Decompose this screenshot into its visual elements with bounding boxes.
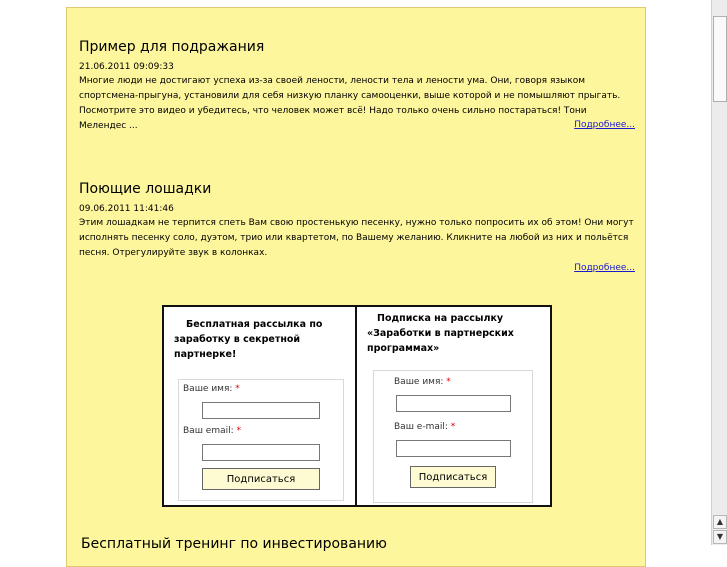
email-label: Ваш e-mail: * [394,422,456,432]
post-item [79,38,635,134]
subscription-forms [162,305,552,507]
subscribe-button[interactable]: Подписаться [202,468,320,490]
content-panel [66,7,646,567]
name-label: Ваше имя: * [394,377,451,387]
post-text: Этим лошадкам не терпится спеть Вам свою простенькую песенку, нужно только попросить их об этом! Они могут исполнять песенку соло, дуэтом, трио или квартетом, по Вашему желанию. Кликните на любой из них и польётся песня. Отрегулируйте звук в колонках. [79,218,634,258]
scrollbar-thumb[interactable] [713,16,727,102]
read-more-link[interactable]: Подробнее... [574,120,635,130]
subscribe-button[interactable]: Подписаться [410,466,496,488]
email-input[interactable] [202,444,320,461]
vertical-scrollbar[interactable] [711,0,727,545]
read-more-link[interactable]: Подробнее... [574,263,635,273]
post-date: 09.06.2011 11:41:46 [79,204,174,214]
post-title[interactable]: Пример для подражания [79,39,265,55]
subscribe-heading: Подписка на рассылку «Заработки в партнерских программах» [367,313,514,354]
post-date: 21.06.2011 09:09:33 [79,62,174,72]
name-input[interactable] [396,395,511,412]
name-label: Ваше имя: * [183,384,240,394]
post-item [79,180,635,261]
post-text: Многие люди не достигают успеха из-за своей лености, лености тела и лености ума. Они, говоря языком спортсмена-прыгуна, установили для себя низкую планку самооценки, выше которой и не помышляют прыгать. Посмотрите это видео и убедитесь, что человек может всё! Надо только очень сильно постараться! Тони Мелендес ... [79,76,621,131]
subscribe-form-right [357,307,550,505]
email-input[interactable] [396,440,511,457]
scroll-up-icon[interactable]: ▲ [713,515,727,529]
scroll-down-icon[interactable]: ▼ [713,530,727,544]
subscribe-form-box [373,370,533,503]
subscribe-form-box [178,379,344,501]
post-title[interactable]: Бесплатный тренинг по инвестированию [81,536,387,552]
subscribe-form-left [164,307,357,505]
name-input[interactable] [202,402,320,419]
post-title[interactable]: Поющие лошадки [79,181,212,197]
email-label: Ваш email: * [183,426,242,436]
subscribe-heading: Бесплатная рассылка по заработку в секретной партнерке! [174,319,323,360]
